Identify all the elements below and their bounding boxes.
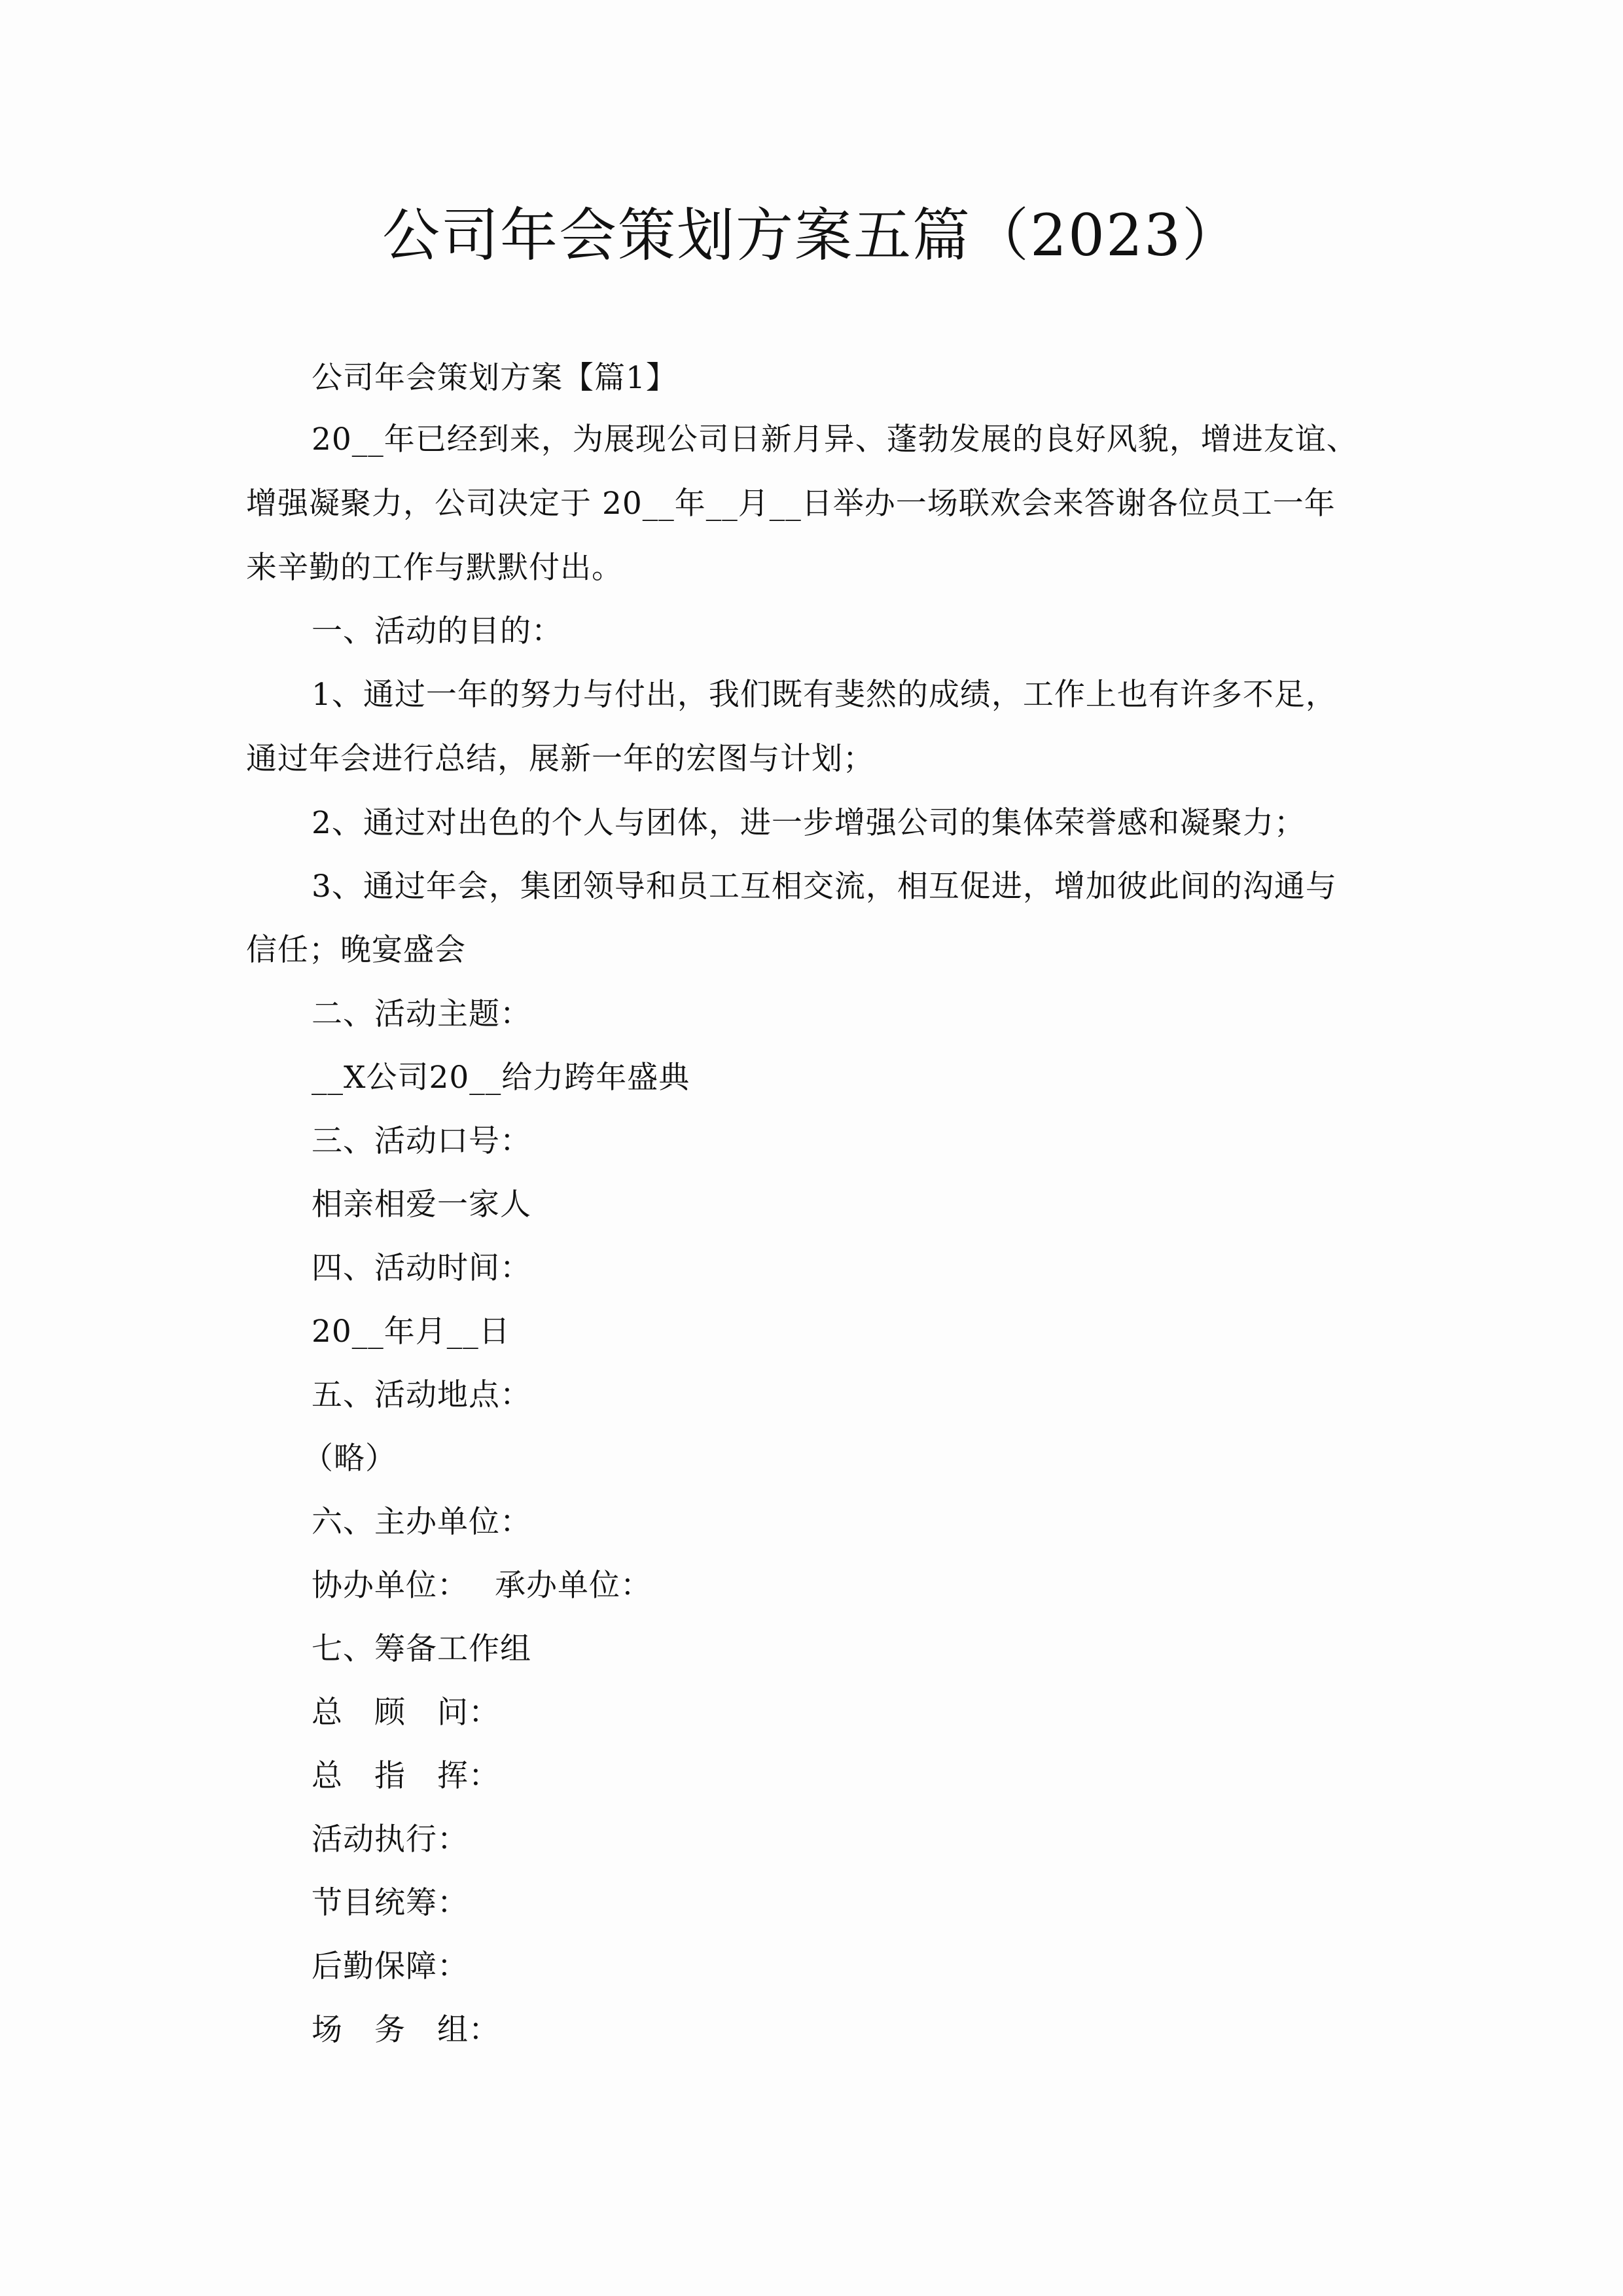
time-heading: 四、活动时间：	[312, 1250, 531, 1286]
intro-paragraph-line-2: 增强凝聚力，公司决定于 20__年__月__日举办一场联欢会来答谢各位员工一年	[246, 486, 1336, 522]
co-organizer-line	[312, 1566, 1463, 1605]
section-heading: 公司年会策划方案【篇1】	[312, 360, 677, 396]
role-logistics-support: 后勤保障：	[312, 1948, 469, 1984]
purpose-item-3-line-1: 3、通过年会，集团领导和员工互相交流，相互促进，增加彼此间的沟通与	[312, 869, 1337, 905]
organizer-heading: 六、主办单位：	[312, 1504, 531, 1540]
purpose-item-3-line-2: 信任；晚宴盛会	[246, 932, 466, 968]
purpose-item-1-line-2: 通过年会进行总结，展新一年的宏图与计划；	[246, 741, 874, 777]
co-organizer-label: 协办单位：	[312, 1568, 469, 1604]
time-value: 20__年月__日	[312, 1314, 510, 1350]
undertaker-label: 承办单位：	[495, 1568, 652, 1604]
purpose-item-2: 2、通过对出色的个人与团体，进一步增强公司的集体荣誉感和凝聚力；	[312, 805, 1306, 841]
role-venue-affairs: 场 务 组：	[312, 2012, 500, 2048]
intro-paragraph-line-1: 20__年已经到来，为展现公司日新月异、蓬勃发展的良好风貌，增进友谊、	[312, 422, 1358, 457]
theme-heading: 二、活动主题：	[312, 996, 531, 1032]
slogan-value: 相亲相爱一家人	[312, 1187, 531, 1223]
document-title: 公司年会策划方案五篇（2023）	[382, 202, 1241, 269]
location-value: （略）	[302, 1441, 397, 1477]
role-activity-execution: 活动执行：	[312, 1821, 469, 1857]
role-general-advisor: 总 顾 问：	[312, 1695, 500, 1731]
theme-value: __X公司20__给力跨年盛典	[312, 1060, 690, 1096]
role-general-commander: 总 指 挥：	[312, 1758, 500, 1794]
working-group-heading: 七、筹备工作组	[312, 1631, 531, 1667]
role-program-coordination: 节目统筹：	[312, 1885, 469, 1921]
purpose-heading: 一、活动的目的：	[312, 613, 563, 649]
location-heading: 五、活动地点：	[312, 1377, 531, 1413]
intro-paragraph-line-3: 来辛勤的工作与默默付出。	[246, 550, 623, 586]
slogan-heading: 三、活动口号：	[312, 1123, 531, 1159]
purpose-item-1-line-1: 1、通过一年的努力与付出，我们既有斐然的成绩，工作上也有许多不足，	[312, 677, 1337, 713]
